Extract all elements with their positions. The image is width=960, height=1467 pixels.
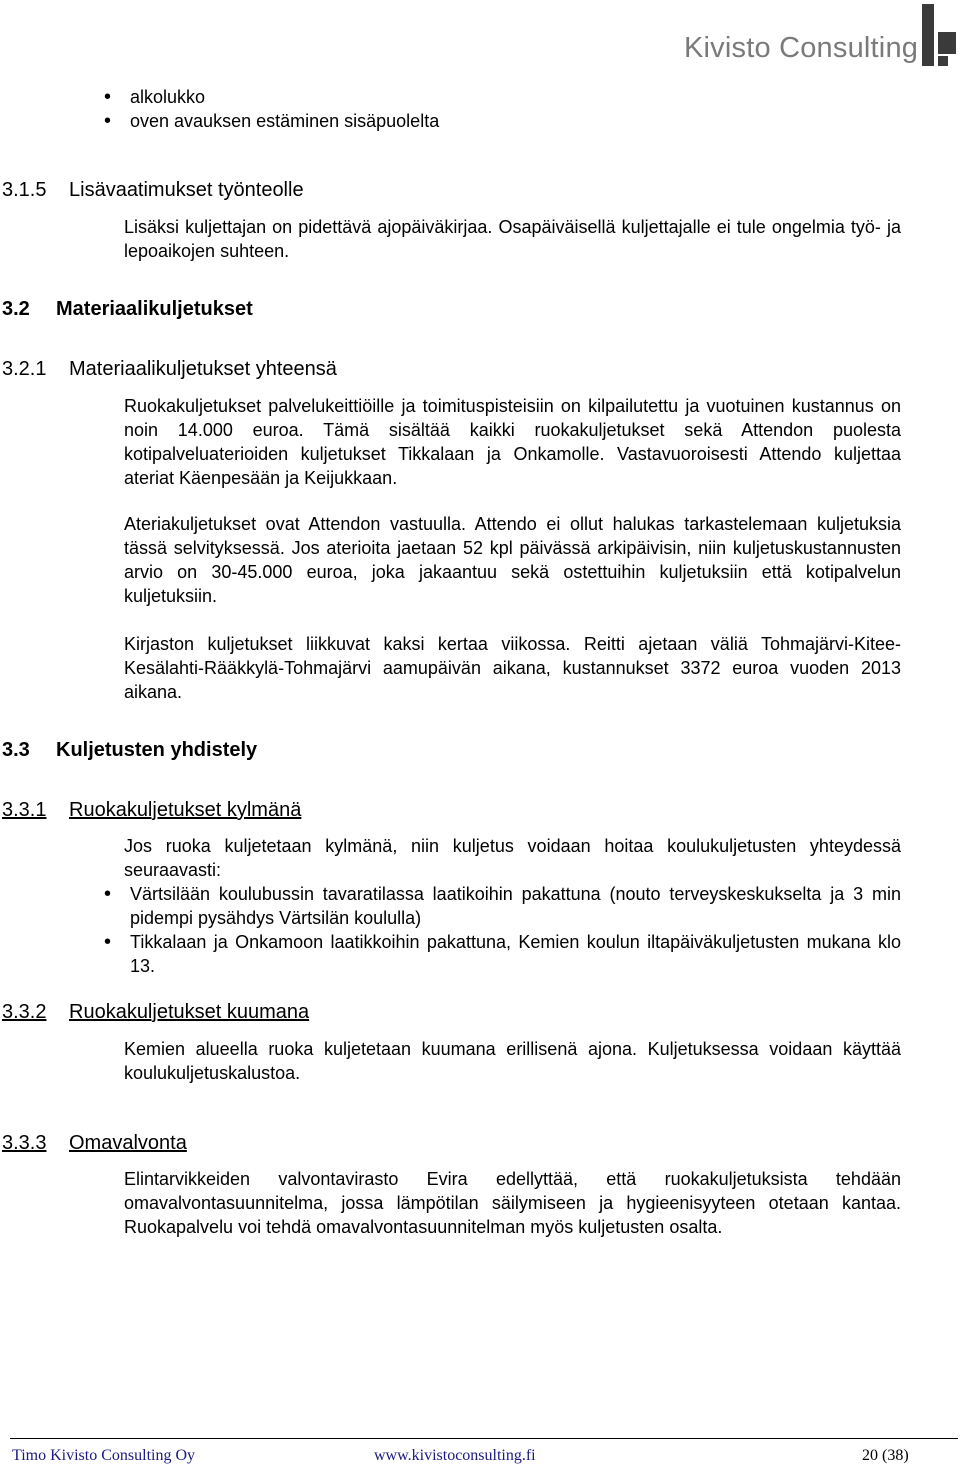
section-heading-3-3-2 (2, 999, 309, 1025)
footer-page-number: 20 (38) (862, 1447, 909, 1464)
list-item: • Värtsilään koulubussin tavaratilassa laatikoihin pakattuna (nouto terveyskeskukselta ja 3 min pidempi pysähdys Värtsilän koululla) (104, 882, 901, 930)
list-item: • Tikkalaan ja Onkamoon laatikkoihin pakattuna, Kemien koulun iltapäiväkuljetusten mukana klo 13. (104, 930, 901, 978)
section-heading-3-2-1 (2, 356, 337, 382)
paragraph: Ruokakuljetukset palvelukeittiöille ja toimituspisteisiin on kilpailutettu ja vuotuinen kustannus on noin 14.000 euroa. Tämä sisältää kaikki ruokakuljetukset sekä Attendon puolesta kotipalveluaterioiden kuljetukset Tikkalaan ja Onkamolle. Vastavuoroisesti Attendo kuljettaa ateriat Käenpesään ja Keijukkaan. (124, 396, 901, 488)
section-title: Materiaalikuljetukset yhteensä (69, 358, 337, 380)
bullet-list-top (104, 85, 884, 133)
paragraph: Ateriakuljetukset ovat Attendon vastuulla. Attendo ei ollut halukas tarkastelemaan kuljetuksia tässä selvityksessä. Jos aterioita jaetaan 52 kpl päivässä arkipäivisin, niin kuljetuskustannusten arvio on 30-45.000 euroa, joka jakaantuu sekä ostettuihin kuljetuksiin että kotipalvelun kuljetuksiin. (124, 514, 901, 606)
list-item: • oven avauksen estäminen sisäpuolelta (104, 109, 884, 133)
section-title: Materiaalikuljetukset (56, 298, 253, 320)
section-heading-3-3-1 (2, 797, 301, 823)
footer-website-link[interactable]: www.kivistoconsulting.fi (374, 1447, 536, 1464)
section-title: Kuljetusten yhdistely (56, 739, 258, 761)
section-number: 3.2.1 (2, 358, 47, 380)
kivisto-logo-mark-icon (914, 2, 960, 70)
paragraph: Jos ruoka kuljetetaan kylmänä, niin kuljetus voidaan hoitaa koulukuljetusten yhteydessä seuraavasti: (124, 836, 901, 880)
company-logo (684, 2, 960, 72)
section-heading-3-3 (2, 737, 257, 763)
section-title: Omavalvonta (69, 1132, 187, 1154)
logo-text: Kivisto Consulting (684, 32, 919, 64)
section-heading-3-1-5 (2, 177, 304, 203)
section-number: 3.1.5 (2, 179, 47, 201)
section-heading-3-3-3 (2, 1130, 187, 1156)
paragraph: Elintarvikkeiden valvontavirasto Evira edellyttää, että ruokakuljetuksista tehdään omavalvontasuunnitelma, jossa lämpötilan säilymiseen ja hygieenisyyteen otetaan kantaa. Ruokapalvelu voi tehdä omavalvontasuunnitelman myös kuljetusten osalta. (124, 1169, 901, 1237)
section-title: Lisävaatimukset työnteolle (69, 179, 304, 201)
paragraph: Lisäksi kuljettajan on pidettävä ajopäiväkirjaa. Osapäiväisellä kuljettajalle ei tule ongelmia työ- ja lepoaikojen suhteen. (124, 217, 901, 261)
list-item: • alkolukko (104, 85, 884, 109)
section-number: 3.2 (2, 298, 30, 320)
bullet-list-cold-transport (104, 882, 901, 978)
footer-divider (10, 1438, 958, 1439)
section-number: 3.3.1 (2, 799, 47, 821)
paragraph: Kirjaston kuljetukset liikkuvat kaksi kertaa viikossa. Reitti ajetaan väliä Tohmajärvi-Kitee-Kesälahti-Rääkkylä-Tohmajärvi aamupäivän aikana, kustannukset 3372 euroa vuoden 2013 aikana. (124, 634, 901, 702)
footer-company: Timo Kivisto Consulting Oy (12, 1447, 196, 1464)
section-heading-3-2 (2, 296, 253, 322)
section-number: 3.3 (2, 739, 30, 761)
section-title: Ruokakuljetukset kuumana (69, 1001, 310, 1023)
section-number: 3.3.2 (2, 1001, 47, 1023)
section-title: Ruokakuljetukset kylmänä (69, 799, 302, 821)
section-number: 3.3.3 (2, 1132, 47, 1154)
paragraph: Kemien alueella ruoka kuljetetaan kuumana erillisenä ajona. Kuljetuksessa voidaan käyttää koulukuljetuskalustoa. (124, 1039, 901, 1083)
